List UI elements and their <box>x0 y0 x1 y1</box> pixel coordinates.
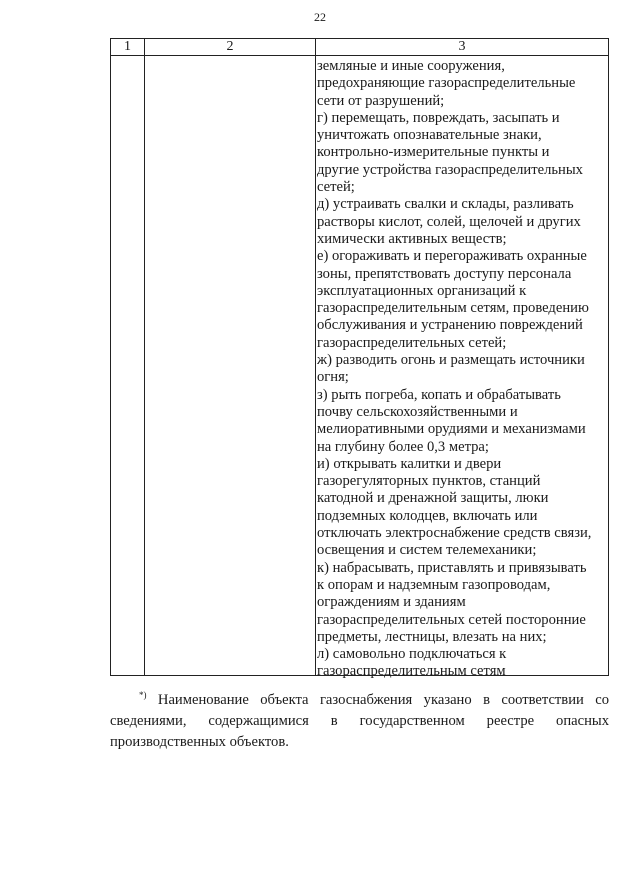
cell-line: е) огораживать и перегораживать охранные <box>317 248 587 265</box>
cell-line: газораспределительным сетям <box>317 663 506 680</box>
cell-line: ограждениям и зданиям <box>317 594 466 611</box>
cell-line: предохраняющие газораспределительные <box>317 75 576 92</box>
cell-line: к) набрасывать, приставлять и привязывать <box>317 559 587 576</box>
cell-line: газораспределительным сетям, проведению <box>317 300 589 317</box>
table <box>110 38 609 680</box>
cell-line: отключать электроснабжение средств связи, <box>317 525 592 542</box>
cell-line: земляные и иные сооружения, <box>317 58 505 74</box>
footnote-line-2: сведениями, содержащимися в государственном реестре опасных <box>110 713 609 729</box>
cell-line: д) устраивать свалки и склады, разливать <box>317 196 574 213</box>
cell-line: эксплуатационных организаций к <box>317 282 527 299</box>
cell-line: з) рыть погреба, копать и обрабатывать <box>317 386 561 403</box>
cell-col-3-content <box>317 58 607 681</box>
footnote-line-3: производственных объектов. <box>110 734 289 750</box>
cell-line: газорегуляторных пунктов, станций <box>317 473 541 490</box>
cell-line: сети от разрушений; <box>317 92 445 109</box>
cell-line: на глубину более 0,3 метра; <box>317 438 489 455</box>
cell-line: освещения и систем телемеханики; <box>317 542 537 559</box>
footnote-marker: *) <box>139 690 147 701</box>
cell-line: газораспределительных сетей; <box>317 334 507 351</box>
cell-line: подземных колодцев, включать или <box>317 507 538 524</box>
cell-line: к опорам и надземным газопроводам, <box>317 576 551 593</box>
cell-line: растворы кислот, солей, щелочей и других <box>317 213 581 230</box>
footnote-line-1 <box>110 690 609 711</box>
header-col-3: 3 <box>458 39 466 54</box>
header-col-1: 1 <box>124 39 131 54</box>
column-divider-2 <box>315 39 316 675</box>
header-col-2: 2 <box>226 39 234 54</box>
cell-line: другие устройства газораспределительных <box>317 161 583 178</box>
footnote-line-1-text: Наименование объекта газоснабжения указано в соответствии со <box>157 692 609 708</box>
cell-line: почву сельскохозяйственными и <box>317 403 518 420</box>
cell-line: предметы, лестницы, влезать на них; <box>317 628 547 645</box>
cell-line: и) открывать калитки и двери <box>317 455 502 472</box>
cell-line: катодной и дренажной защиты, люки <box>317 490 549 507</box>
cell-line: уничтожать опознавательные знаки, <box>317 127 542 144</box>
cell-line: обслуживания и устранению повреждений <box>317 317 583 334</box>
footnote <box>110 690 609 753</box>
page-number: 22 <box>314 10 326 24</box>
cell-line: сетей; <box>317 179 355 196</box>
cell-line: мелиоративными орудиями и механизмами <box>317 421 586 438</box>
cell-line: г) перемещать, повреждать, засыпать и <box>317 109 560 126</box>
cell-line: химически активных веществ; <box>317 230 507 247</box>
cell-line: зоны, препятствовать доступу персонала <box>317 265 572 282</box>
cell-line: газораспределительных сетей посторонние <box>317 611 586 628</box>
cell-line: ж) разводить огонь и размещать источники <box>317 352 585 369</box>
cell-line: контрольно-измерительные пункты и <box>317 144 550 161</box>
table-header-row <box>111 39 608 56</box>
cell-line: огня; <box>317 369 349 386</box>
column-divider-1 <box>144 39 145 675</box>
cell-line: л) самовольно подключаться к <box>317 646 507 663</box>
